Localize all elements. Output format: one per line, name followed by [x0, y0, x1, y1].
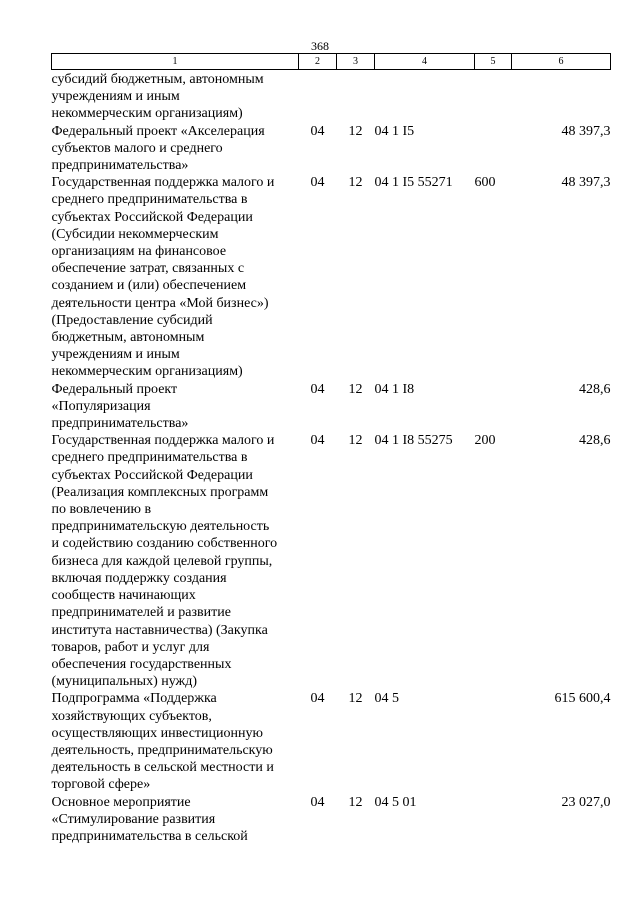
row-name-line: некоммерческим организациям) — [51, 106, 243, 122]
row-name-line: некоммерческим организациям) — [51, 364, 243, 380]
row-name-line: «Популяризация — [51, 398, 151, 414]
row-name-line: Подпрограмма «Поддержка — [51, 691, 217, 707]
row-name-line: «Стимулирование развития — [51, 811, 216, 827]
row-expense-type: 200 — [474, 433, 496, 449]
row-name-line: торговой сфере» — [51, 777, 151, 793]
row-amount: 48 397,3 — [561, 123, 611, 139]
row-name-line: созданием и (или) обеспечением — [51, 278, 247, 294]
row-amount: 428,6 — [579, 433, 611, 449]
row-name-line: обеспечения государственных — [51, 656, 232, 672]
row-section — [299, 70, 337, 123]
header-col-5: 5 — [475, 54, 512, 70]
row-name — [52, 70, 299, 123]
row-name-line: среднего предпринимательства в — [51, 450, 248, 466]
row-name-line: субсидий бюджетным, автономным — [51, 72, 264, 87]
row-subsection: 12 — [348, 794, 363, 810]
row-name-line: (Субсидии некоммерческим — [51, 226, 219, 242]
row-name-line: (Предоставление субсидий — [51, 312, 213, 328]
row-expense-type: 600 — [474, 175, 496, 191]
row-name-line: Федеральный проект — [51, 381, 178, 397]
row-expense-type — [475, 70, 512, 123]
row-name — [52, 794, 299, 846]
budget-table — [51, 53, 611, 845]
header-row — [52, 54, 611, 70]
table-row — [52, 70, 611, 123]
row-subsection — [337, 70, 375, 123]
row-name-line: предпринимательства» — [51, 158, 189, 174]
table-body — [52, 70, 611, 846]
row-name-line: деятельности центра «Мой бизнес») — [51, 295, 269, 311]
row-name — [52, 690, 299, 793]
header-col-2: 2 — [299, 54, 337, 70]
row-name — [52, 174, 299, 380]
row-name-line: Государственная поддержка малого и — [51, 175, 275, 191]
row-name-line: Основное мероприятие — [51, 794, 191, 810]
row-expense-type — [475, 690, 512, 793]
row-target-code: 04 1 I8 — [374, 381, 415, 397]
row-name-line: учреждениям и иным — [51, 347, 180, 363]
row-subsection: 12 — [348, 123, 363, 139]
row-expense-type — [475, 794, 512, 846]
row-name-line: по вовлечению в — [51, 502, 152, 518]
row-name-line: предпринимателей и развитие — [51, 605, 231, 621]
row-name-line: (Реализация комплексных программ — [51, 484, 269, 500]
table-row — [52, 123, 611, 175]
row-name-line: бюджетным, автономным — [51, 330, 205, 346]
row-subsection: 12 — [348, 691, 363, 707]
row-name-line: деятельность, предпринимательскую — [51, 742, 273, 758]
row-name-line: товаров, работ и услуг для — [51, 639, 210, 655]
row-amount: 615 600,4 — [554, 691, 611, 707]
row-name-line: Федеральный проект «Акселерация — [51, 123, 265, 139]
row-name-line: организациям на финансовое — [51, 244, 227, 260]
header-col-3: 3 — [337, 54, 375, 70]
table-row — [52, 690, 611, 793]
row-name — [52, 123, 299, 175]
row-name-line: осуществляющих инвестиционную — [51, 725, 263, 741]
row-subsection: 12 — [348, 433, 363, 449]
row-name-line: предпринимательства в сельской — [51, 828, 248, 844]
table-row — [52, 174, 611, 380]
row-section: 04 — [310, 123, 325, 139]
row-section: 04 — [310, 381, 325, 397]
table-row — [52, 381, 611, 433]
row-subsection: 12 — [348, 175, 363, 191]
row-name-line: обеспечение затрат, связанных с — [51, 261, 245, 277]
row-name-line: субъектах Российской Федерации — [51, 209, 253, 225]
row-name-line: включая поддержку создания — [51, 570, 227, 586]
header-col-4: 4 — [375, 54, 475, 70]
row-name — [52, 381, 299, 433]
row-section: 04 — [310, 433, 325, 449]
row-name-line: предпринимательства» — [51, 416, 189, 432]
row-amount: 428,6 — [579, 381, 611, 397]
row-name-line: сообществ начинающих — [51, 588, 196, 604]
row-subsection: 12 — [348, 381, 363, 397]
row-name-line: бизнеса для каждой целевой группы, — [51, 553, 273, 569]
row-name-line: (муниципальных) нужд) — [51, 674, 198, 690]
row-name-line: субъектах Российской Федерации — [51, 467, 253, 483]
row-name-line: Государственная поддержка малого и — [51, 433, 275, 449]
table-row — [52, 794, 611, 846]
row-name-line: среднего предпринимательства в — [51, 192, 248, 208]
row-name-line: учреждениям и иным — [51, 89, 180, 105]
row-name-line: института наставничества) (Закупка — [51, 622, 268, 638]
row-name-line: и содействию созданию собственного — [51, 536, 278, 552]
row-target-code: 04 1 I5 — [374, 123, 415, 139]
row-name-line: деятельность в сельской местности и — [51, 760, 274, 776]
row-name-line: хозяйствующих субъектов, — [51, 708, 212, 724]
row-expense-type — [475, 123, 512, 175]
row-section: 04 — [310, 691, 325, 707]
row-target-code: 04 1 I8 55275 — [374, 433, 453, 449]
header-col-1: 1 — [52, 54, 299, 70]
row-target-code: 04 1 I5 55271 — [374, 175, 453, 191]
row-target-code: 04 5 — [374, 691, 399, 707]
row-name-line: субъектов малого и среднего — [51, 140, 223, 156]
row-section: 04 — [310, 794, 325, 810]
row-expense-type — [475, 381, 512, 433]
row-name-line: предпринимательскую деятельность — [51, 519, 270, 535]
row-amount — [512, 70, 611, 123]
page-number: 368 — [311, 39, 329, 53]
row-section: 04 — [310, 175, 325, 191]
row-target-code: 04 5 01 — [374, 794, 417, 810]
table-row — [52, 432, 611, 690]
header-col-6: 6 — [512, 54, 611, 70]
row-name — [52, 432, 299, 690]
row-target-code — [375, 70, 475, 123]
row-amount: 23 027,0 — [561, 794, 611, 810]
row-amount: 48 397,3 — [561, 175, 611, 191]
